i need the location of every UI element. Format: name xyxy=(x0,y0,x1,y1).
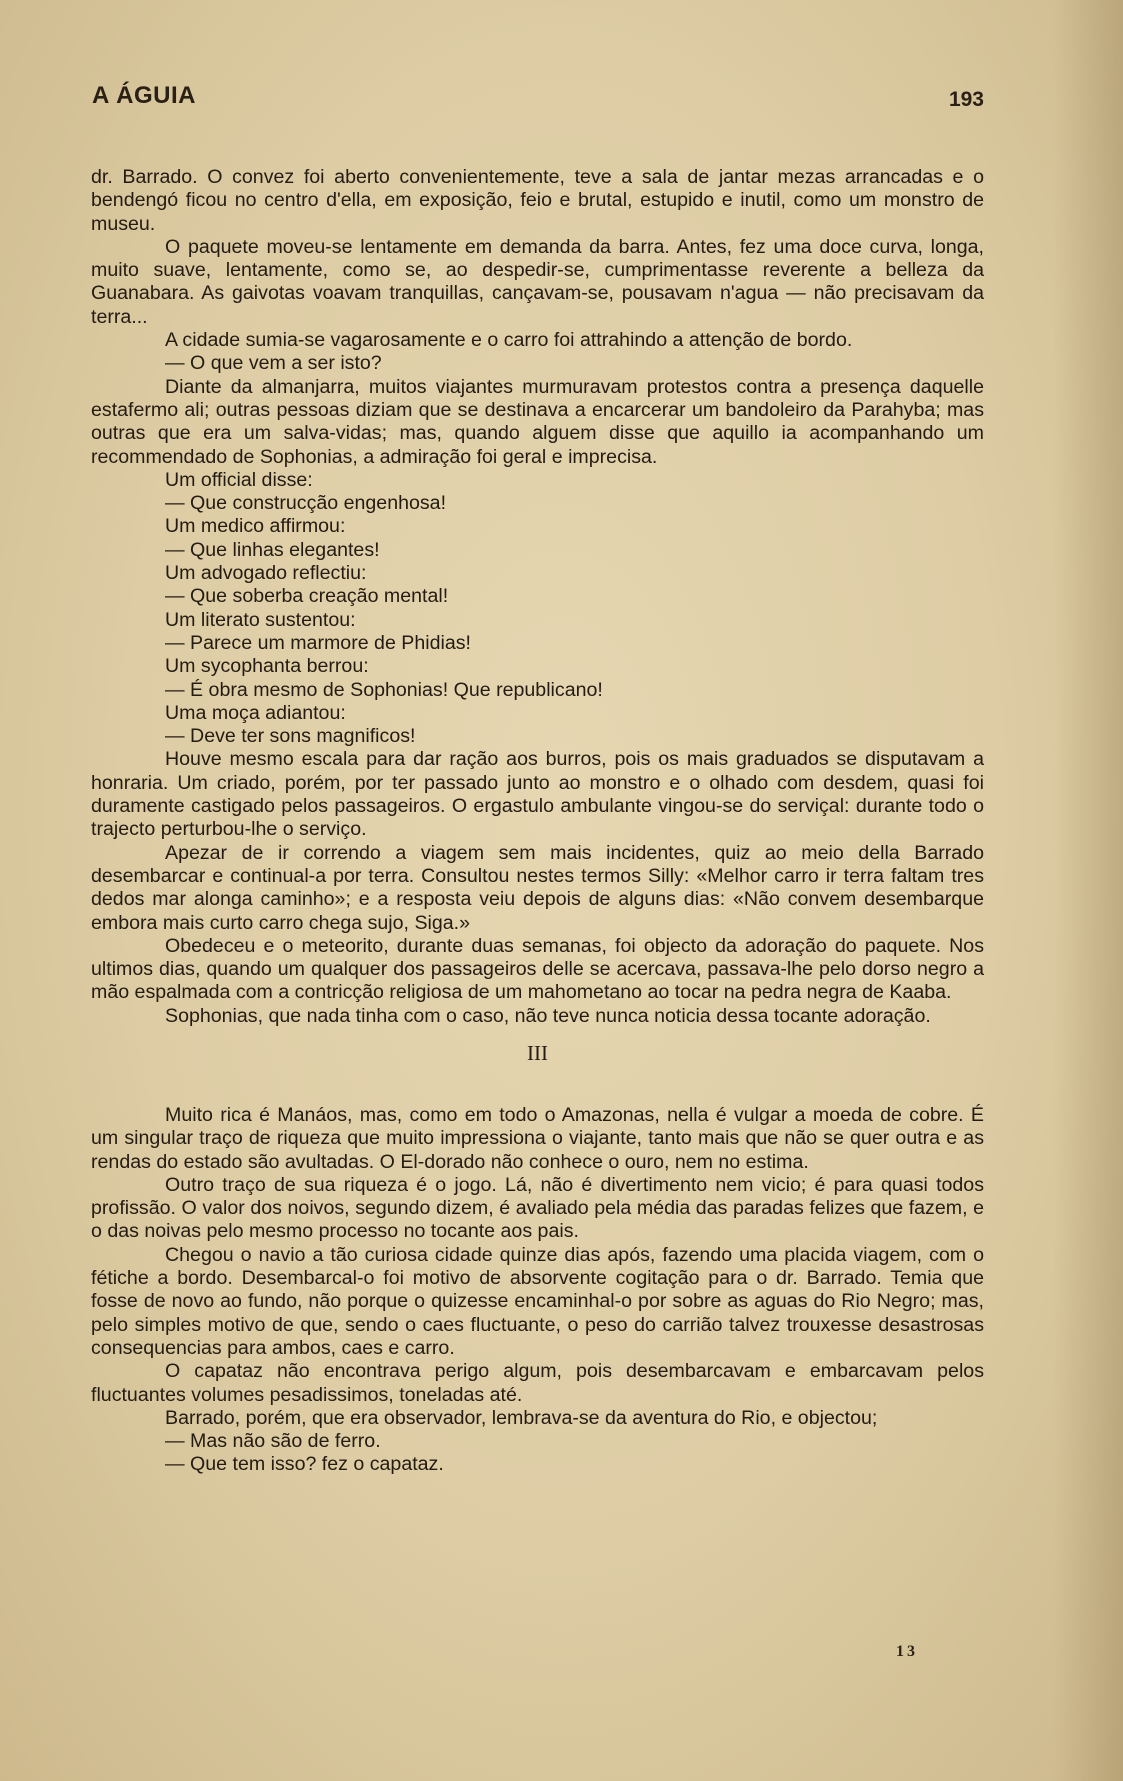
paragraph: Um official disse: xyxy=(165,468,313,491)
paragraph: Outro traço de sua riqueza é o jogo. Lá, não é divertimento nem vicio; é para quasi todos profissão. O valor dos noivos, segundo dizem, é avaliado pela média das paradas felizes que fazem, e o das noivas pelo mesmo processo no tocante aos pais. xyxy=(91,1173,984,1243)
text-section-1 xyxy=(91,166,984,1028)
page-number: 193 xyxy=(948,88,984,111)
paragraph: O paquete moveu-se lentamente em demanda da barra. Antes, fez uma doce curva, longa, muito suave, lentamente, como se, ao despedir-se, cumprimentasse reverente a belleza da Guanabara. As gaivotas voavam tranquillas, cançavam-se, pousavam n'agua — não precisavam da terra... xyxy=(91,235,984,328)
paragraph: Muito rica é Manáos, mas, como em todo o Amazonas, nella é vulgar a moeda de cobre. É um singular traço de riqueza que muito impressiona o viajante, tanto mais que não se quer outra e as rendas do estado são avultadas. O El-dorado não conhece o ouro, nem no estima. xyxy=(91,1103,984,1173)
section-heading: III xyxy=(527,1040,548,1065)
paragraph: — Deve ter sons magnificos! xyxy=(165,725,416,748)
paragraph: Houve mesmo escala para dar ração aos burros, pois os mais graduados se disputavam a honraria. Um criado, porém, por ter passado junto ao monstro e o olhado com desdem, quasi foi duramente castigado pelos passageiros. O ergastulo ambulante vingou-se do serviçal: durante todo o trajecto perturbou-lhe o serviço. xyxy=(91,748,984,841)
paragraph: O capataz não encontrava perigo algum, pois desembarcavam e embarcavam pelos fluctuantes volumes pesadissimos, toneladas até. xyxy=(91,1360,984,1406)
journal-title: A ÁGUIA xyxy=(92,82,196,109)
page-header xyxy=(92,78,984,118)
paragraph: A cidade sumia-se vagarosamente e o carro foi attrahindo a attenção de bordo. xyxy=(165,329,853,352)
paragraph: Um literato sustentou: xyxy=(165,608,356,631)
paragraph: — É obra mesmo de Sophonias! Que republicano! xyxy=(165,678,603,701)
paragraph: Um medico affirmou: xyxy=(165,515,346,538)
paragraph: — Que linhas elegantes! xyxy=(165,538,380,561)
paragraph: dr. Barrado. O convez foi aberto convenientemente, teve a sala de jantar mezas arrancadas e o bendengó ficou no centro d'ella, em exposição, feio e brutal, estupido e inutil, como um monstro de museu. xyxy=(91,166,984,235)
paragraph: Sophonias, que nada tinha com o caso, não teve nunca noticia dessa tocante adoração. xyxy=(165,1004,931,1027)
text-section-2 xyxy=(91,1104,984,1477)
paragraph: — Que soberba creação mental! xyxy=(165,585,449,608)
paragraph: — Que construcção engenhosa! xyxy=(165,492,447,515)
paragraph: Um sycophanta berrou: xyxy=(165,655,369,678)
paragraph: Obedeceu e o meteorito, durante duas semanas, foi objecto da adoração do paquete. Nos ultimos dias, quando um qualquer dos passageiros delle se acercava, passava-lhe pelo dorso negro a mão espalmada com a contricção religiosa de um mahometano ao tocar na pedra negra de Kaaba. xyxy=(91,934,984,1004)
paragraph: Um advogado reflectiu: xyxy=(165,562,367,585)
paragraph: — Que tem isso? fez o capataz. xyxy=(165,1453,444,1476)
paragraph: — O que vem a ser isto? xyxy=(165,352,382,375)
paragraph: — Mas não são de ferro. xyxy=(165,1430,381,1453)
paragraph: Diante da almanjarra, muitos viajantes murmuravam protestos contra a presença daquelle estafermo ali; outras pessoas diziam que se destinava a encarcerar um bandoleiro da Parahyba; mas outras que era um salva-vidas; mas, quando alguem disse que aquillo ia acompanhando um recommendado de Sophonias, a admiração foi geral e imprecisa. xyxy=(91,375,984,468)
signature-mark: 13 xyxy=(896,1643,918,1660)
paragraph: Uma moça adiantou: xyxy=(165,701,346,724)
paragraph: Chegou o navio a tão curiosa cidade quinze dias após, fazendo uma placida viagem, com o fétiche a bordo. Desembarcal-o foi motivo de absorvente cogitação para o dr. Barrado. Temia que fosse de novo ao fundo, não porque o quizesse encaminhal-o por sobre as aguas do Rio Negro; mas, pelo simples motivo de que, sendo o caes fluctuante, o peso do carrião talvez trouxesse desastrosas consequencias para ambos, caes e carro. xyxy=(91,1243,984,1359)
paragraph: — Parece um marmore de Phidias! xyxy=(165,631,471,654)
paragraph: Apezar de ir correndo a viagem sem mais incidentes, quiz ao meio della Barrado desembarcar e continual-a por terra. Consultou nestes termos Silly: «Melhor carro ir terra faltam tres dedos mar alonga caminho»; e a resposta veiu depois de alguns dias: «Não convem desembarque embora mais curto carro chega sujo, Siga.» xyxy=(91,841,984,934)
paragraph: Barrado, porém, que era observador, lembrava-se da aventura do Rio, e objectou; xyxy=(165,1406,878,1429)
article-body xyxy=(91,166,984,1477)
